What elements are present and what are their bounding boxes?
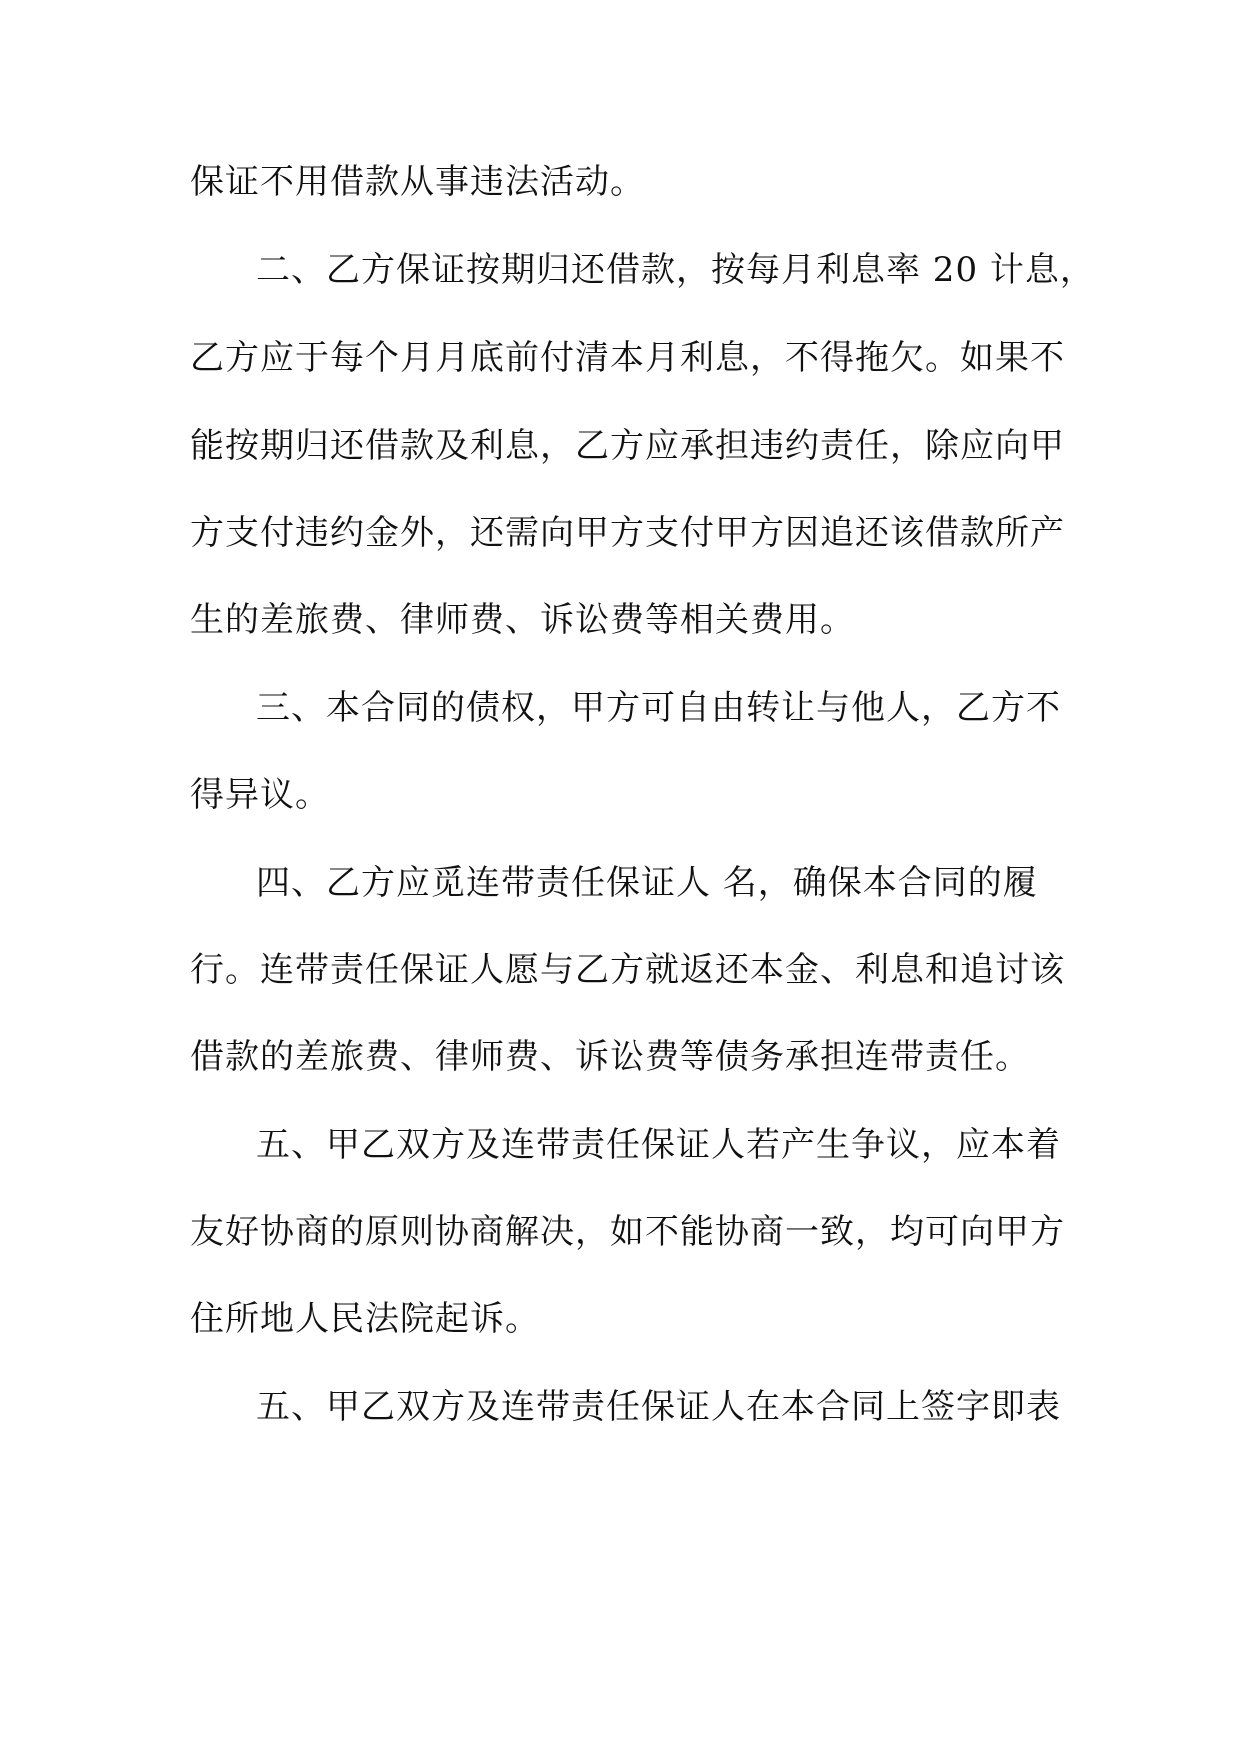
text-line: 保证不用借款从事违法活动。 (190, 162, 645, 202)
clause-5b-line: 五、甲乙双方及连带责任保证人在本合同上签字即表 (256, 1387, 1061, 1427)
clause-4-line: 四、乙方应觅连带责任保证人 名，确保本合同的履 (256, 863, 1038, 903)
text-line: 生的差旅费、律师费、诉讼费等相关费用。 (190, 600, 855, 640)
clause-5-line: 五、甲乙双方及连带责任保证人若产生争议，应本着 (256, 1125, 1061, 1165)
text-line: 得异议。 (190, 775, 330, 815)
text-line: 借款的差旅费、律师费、诉讼费等债务承担连带责任。 (190, 1037, 1030, 1077)
clause-2-line: 二、乙方保证按期归还借款，按每月利息率 20 计息， (256, 250, 1095, 290)
text-line: 友好协商的原则协商解决，如不能协商一致，均可向甲方 (190, 1212, 1065, 1252)
text-line: 能按期归还借款及利息，乙方应承担违约责任，除应向甲 (190, 426, 1065, 466)
text-line: 乙方应于每个月月底前付清本月利息，不得拖欠。如果不 (190, 338, 1065, 378)
text-line: 行。连带责任保证人愿与乙方就返还本金、利息和追讨该 (190, 950, 1065, 990)
text-line: 方支付违约金外，还需向甲方支付甲方因追还该借款所产 (190, 513, 1065, 553)
text-line: 住所地人民法院起诉。 (190, 1299, 540, 1339)
clause-3-line: 三、本合同的债权，甲方可自由转让与他人，乙方不 (256, 688, 1061, 728)
